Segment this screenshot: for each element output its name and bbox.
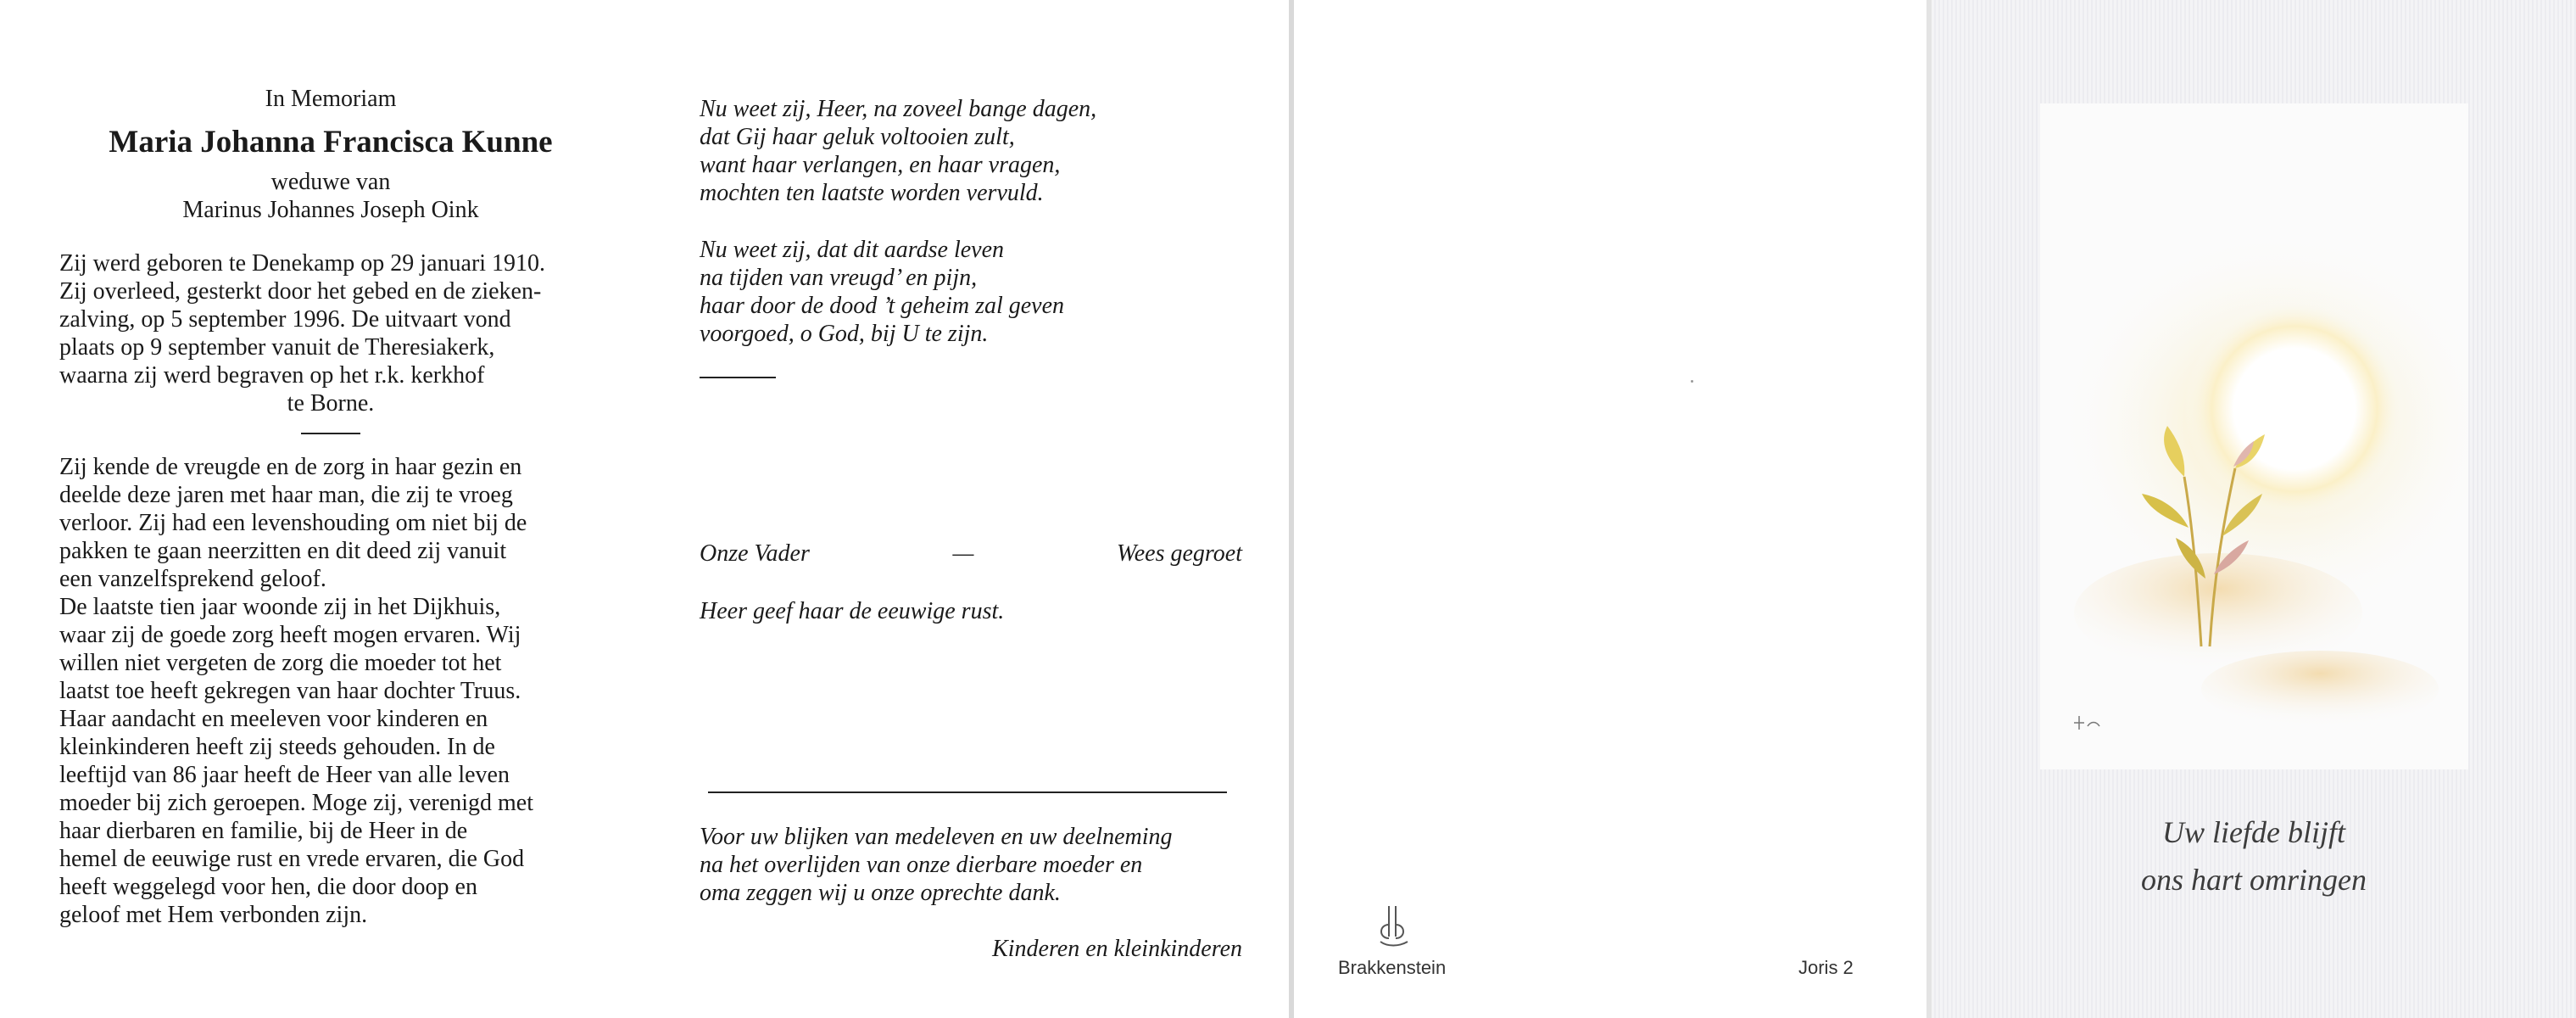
divider xyxy=(301,433,360,434)
speck xyxy=(1691,380,1693,383)
biography xyxy=(59,249,602,417)
poem-divider xyxy=(700,377,776,378)
memory-line: deelde deze jaren met haar man, die zij te vroeg xyxy=(59,482,513,508)
series-code: Joris 2 xyxy=(1798,957,1854,978)
back-page xyxy=(1294,0,1930,1018)
memory-line: laatst toe heeft gekregen van haar dochter Truus. xyxy=(59,678,521,704)
memory-line: moeder bij zich geroepen. Moge zij, verenigd met xyxy=(59,790,534,816)
memory-line: De laatste tien jaar woonde zij in het Dijkhuis, xyxy=(59,594,501,620)
eternal-rest-line: Heer geef haar de eeuwige rust. xyxy=(700,598,1005,624)
front-cover xyxy=(1932,0,2576,1018)
memory-line: verloor. Zij had een levenshouding om niet bij de xyxy=(59,510,527,536)
husband-name: Marinus Johannes Joseph Oink xyxy=(182,197,479,223)
bio-line: zalving, op 5 september 1996. De uitvaart vond xyxy=(59,306,511,333)
thanks-text xyxy=(700,823,1242,907)
memory-line: een vanzelfsprekend geloof. xyxy=(59,566,326,592)
poem-line: voorgoed, o God, bij U te zijn. xyxy=(700,321,989,347)
bio-line: Zij werd geboren te Denekamp op 29 januari 1910. xyxy=(59,250,546,277)
memory-line: leeftijd van 86 jaar heeft de Heer van alle leven xyxy=(59,762,510,788)
poem-stanza xyxy=(700,95,1242,207)
cover-quote-line1: Uw liefde blijft xyxy=(2162,815,2345,849)
poem-line: Nu weet zij, dat dit aardse leven xyxy=(700,237,1005,263)
cover-quote-line2: ons hart omringen xyxy=(2140,863,2367,897)
poem-line: mochten ten laatste worden vervuld. xyxy=(700,180,1044,206)
memory-line: Zij kende de vreugde en de zorg in haar gezin en xyxy=(59,454,522,480)
deceased-name: Maria Johanna Francisca Kunne xyxy=(109,125,553,159)
poem-line: dat Gij haar geluk voltooien zult, xyxy=(700,124,1015,150)
poem-line: Nu weet zij, Heer, na zoveel bange dagen, xyxy=(700,96,1097,122)
memory-line: willen niet vergeten de zorg die moeder tot het xyxy=(59,650,502,676)
poem-line: haar door de dood ’t geheim zal geven xyxy=(700,293,1065,319)
bio-line: waarna zij werd begraven op het r.k. kerkhof xyxy=(59,362,485,389)
memory-line: haar dierbaren en familie, bij de Heer in de xyxy=(59,818,468,844)
bio-line: Zij overleed, gesterkt door het gebed en de zieken- xyxy=(59,278,542,305)
obituary-column xyxy=(59,85,602,929)
memory-text xyxy=(59,453,602,929)
memory-line: heeft weggelegd voor hen, die door doop en xyxy=(59,874,477,900)
memory-line: geloof met Hem verbonden zijn. xyxy=(59,902,368,928)
flower-sun-illustration xyxy=(2040,103,2468,769)
bio-line: plaats op 9 september vanuit de Theresiakerk, xyxy=(59,334,495,361)
prayer-hail-mary: Wees gegroet xyxy=(1117,540,1242,567)
long-divider xyxy=(708,791,1227,793)
memory-line: waar zij de goede zorg heeft mogen ervaren. Wij xyxy=(59,622,521,648)
poem-stanza xyxy=(700,236,1242,348)
publisher-logo-icon xyxy=(1370,899,1421,950)
thanks-line: Voor uw blijken van medeleven en uw deelneming xyxy=(700,824,1173,850)
poem-line: na tijden van vreugd’ en pijn, xyxy=(700,265,978,291)
prayer-line xyxy=(700,540,1242,568)
poem-column xyxy=(700,95,1242,378)
family-signature: Kinderen en kleinkinderen xyxy=(992,936,1242,962)
prayer-our-father: Onze Vader xyxy=(700,540,810,567)
memory-line: pakken te gaan neerzitten en dit deed zij vanuit xyxy=(59,538,507,564)
poem-line: want haar verlangen, en haar vragen, xyxy=(700,152,1061,178)
publisher-name: Brakkenstein xyxy=(1338,957,1447,978)
thanks-line: oma zeggen wij u onze oprechte dank. xyxy=(700,880,1061,906)
thanks-line: na het overlijden van onze dierbare moeder en xyxy=(700,852,1143,878)
widow-label: weduwe van xyxy=(270,169,391,195)
memory-line: hemel de eeuwige rust en vrede ervaren, die God xyxy=(59,846,525,872)
memory-line: Haar aandacht en meeleven voor kinderen en xyxy=(59,706,488,732)
memory-line: kleinkinderen heeft zij steeds gehouden. In de xyxy=(59,734,495,760)
heading: In Memoriam xyxy=(265,86,397,112)
bio-line: te Borne. xyxy=(287,390,375,417)
prayer-dash: — xyxy=(952,540,974,567)
